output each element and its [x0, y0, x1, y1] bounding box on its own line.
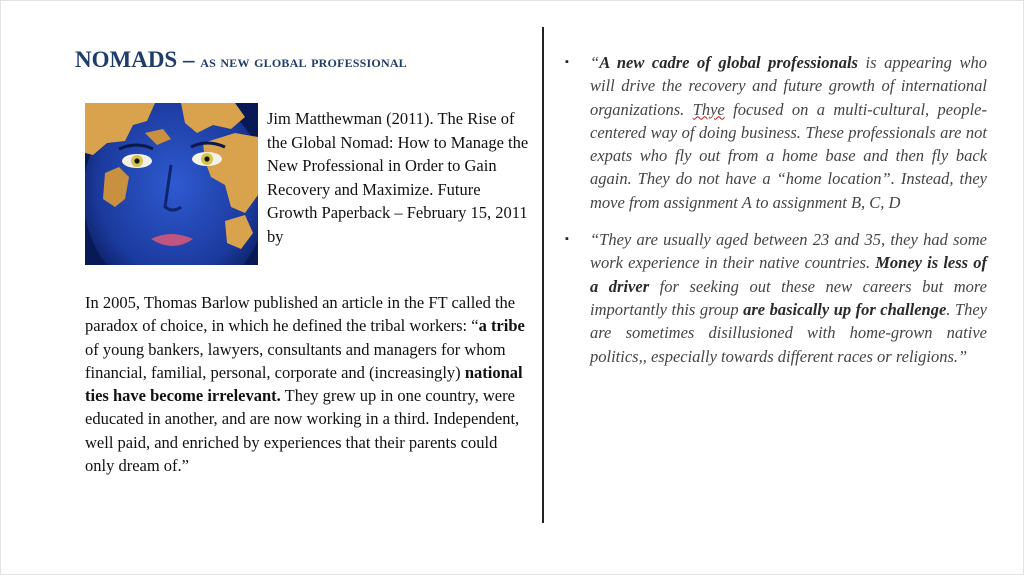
- world-map-face-icon: [85, 103, 258, 265]
- bullet-icon: ▪: [565, 56, 569, 68]
- quote-text: for seeking out these new careers but more importantly this group: [590, 276, 987, 319]
- quote-item-age-range: [563, 228, 987, 368]
- quote-text: “They are usually aged between 23 and 35, they had some work experience in their native countries.: [590, 230, 987, 273]
- quote-bold-money: Money is less of a driver: [590, 253, 987, 296]
- quote-list: [563, 51, 987, 382]
- barlow-paragraph: [85, 291, 525, 477]
- paragraph-intro: In 2005, Thomas Barlow published an article in the FT called the paradox of choice, in which he defined the tribal workers: “: [85, 293, 516, 336]
- column-divider: [542, 27, 544, 523]
- world-map-face-photo: [85, 103, 258, 265]
- book-citation: Jim Matthewman (2011). The Rise of the Global Nomad: How to Manage the New Professional in Order to Gain Recovery and Maximize. Future Growth Paperback – February 15, 2011 by: [267, 109, 529, 246]
- misspelled-word: Thye: [692, 99, 725, 119]
- quote-text: . They are sometimes disillusioned with home-grown native politics,, especially towards different races or religions.”: [590, 299, 987, 366]
- quote-text: is appearing who will drive the recovery and future growth of international organizations.: [590, 53, 987, 119]
- bullet-icon: ▪: [565, 233, 569, 246]
- quote-text: focused on a multi-cultural, people-centered way of doing business. These professionals are not expats who fly out from a home base and then fly back again. They do not have a “home location”. Instead, they move from assignment A to assignment B, C, D: [590, 99, 987, 212]
- quote-open-mark: “: [590, 53, 600, 72]
- paragraph-end: They grew up in one country, were educated in another, and are now working in a third. Independent, well paid, and enriched by experiences that their parents could only dream of.”: [85, 386, 520, 476]
- title-main: NOMADS –: [75, 47, 201, 72]
- quote-item-global-professionals: [563, 51, 987, 214]
- paragraph-bold-national-ties: national ties have become irrelevant.: [85, 362, 523, 406]
- quote-bold-challenge: are basically up for challenge: [743, 299, 947, 319]
- quote-bold-cadre: A new cadre of global professionals: [599, 53, 858, 72]
- paragraph-middle: of young bankers, lawyers, consultants and managers for whom financial, familial, personal, corporate and (increasingly): [85, 339, 506, 382]
- title-subtitle: as new global professional: [200, 52, 407, 71]
- paragraph-bold-tribe: a tribe: [478, 316, 525, 336]
- slide-title: [75, 47, 407, 73]
